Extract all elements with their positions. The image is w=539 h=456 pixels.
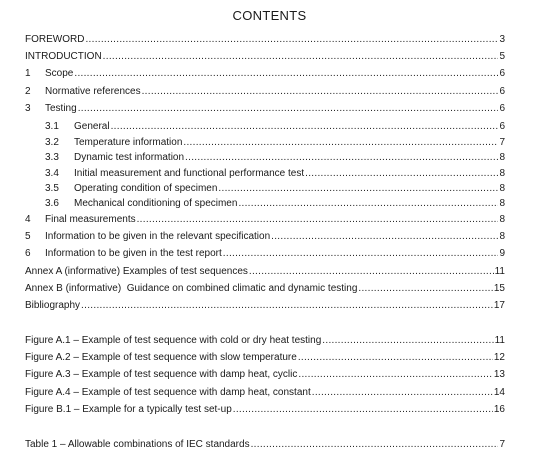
dot-leader xyxy=(322,333,493,348)
toc-entry-label: Scope xyxy=(45,68,74,79)
figure-page-number: 16 xyxy=(493,404,505,415)
toc-entry-label: Mechanical conditioning of specimen xyxy=(74,198,238,209)
dot-leader xyxy=(142,84,499,99)
table-entry-label: Table 1 – Allowable combinations of IEC standards xyxy=(25,439,250,450)
figure-entry-label: Figure A.4 – Example of test sequence with damp heat, constant xyxy=(25,387,311,398)
toc-section-number: 2 xyxy=(25,86,31,97)
dot-leader xyxy=(271,229,498,244)
toc-section-number: 5 xyxy=(25,231,31,242)
dot-leader xyxy=(305,166,498,181)
toc-page-number: 15 xyxy=(493,283,505,294)
figure-page-number: 11 xyxy=(494,335,505,346)
dot-leader xyxy=(223,246,499,261)
toc-entry-label: Bibliography xyxy=(25,300,81,311)
toc-page-number: 6 xyxy=(499,103,505,114)
figure-entry-b1[interactable] xyxy=(25,402,505,417)
toc-entry-label: Operating condition of specimen xyxy=(74,183,218,194)
dot-leader xyxy=(249,264,494,279)
toc-page-number: 6 xyxy=(499,68,505,79)
dot-leader xyxy=(103,49,499,64)
toc-page-number: 8 xyxy=(499,198,505,209)
table-page-number: 7 xyxy=(499,439,505,450)
toc-page-number: 6 xyxy=(499,121,505,132)
dot-leader xyxy=(251,437,499,452)
toc-entry-foreword[interactable] xyxy=(25,32,505,47)
toc-page-number: 7 xyxy=(499,137,505,148)
toc-entry-relevant-specification[interactable] xyxy=(25,229,505,244)
table-entry-1[interactable] xyxy=(25,437,505,452)
toc-entry-general[interactable] xyxy=(45,119,505,134)
toc-page-number: 8 xyxy=(499,183,505,194)
dot-leader xyxy=(233,402,493,417)
dot-leader xyxy=(137,212,499,227)
toc-entry-label: Annex B (informative) Guidance on combined climatic and dynamic testing xyxy=(25,283,358,294)
toc-entry-testing[interactable] xyxy=(25,101,505,116)
dot-leader xyxy=(74,66,498,81)
dot-leader xyxy=(238,196,498,211)
toc-entry-initial-measurement[interactable] xyxy=(45,166,505,181)
toc-entry-annex-b[interactable] xyxy=(25,281,505,296)
dot-leader xyxy=(81,298,493,313)
figure-entry-label: Figure A.2 – Example of test sequence with slow temperature xyxy=(25,352,297,363)
toc-page-number: 9 xyxy=(499,248,505,259)
figure-page-number: 14 xyxy=(493,387,505,398)
toc-entry-bibliography[interactable] xyxy=(25,298,505,313)
toc-entry-annex-a[interactable] xyxy=(25,264,505,279)
figure-entry-label: Figure B.1 – Example for a typically test set-up xyxy=(25,404,232,415)
toc-page-number: 8 xyxy=(499,152,505,163)
toc-section-number: 3.2 xyxy=(45,137,59,148)
toc-entry-introduction[interactable] xyxy=(25,49,505,64)
toc-entry-label: Temperature information xyxy=(74,137,183,148)
toc-page-number: 3 xyxy=(499,34,505,45)
toc-entry-dynamic-test-information[interactable] xyxy=(45,150,505,165)
toc-entry-final-measurements[interactable] xyxy=(25,212,505,227)
dot-leader xyxy=(358,281,492,296)
toc-entry-test-report[interactable] xyxy=(25,246,505,261)
toc-entry-label: Normative references xyxy=(45,86,141,97)
toc-page-number: 8 xyxy=(499,214,505,225)
toc-entry-normative-references[interactable] xyxy=(25,84,505,99)
dot-leader xyxy=(298,367,493,382)
dot-leader xyxy=(185,150,498,165)
page-title: CONTENTS xyxy=(232,8,307,23)
toc-entry-temperature-information[interactable] xyxy=(45,135,505,150)
toc-entry-label: Testing xyxy=(45,103,77,114)
toc-entry-label: Final measurements xyxy=(45,214,136,225)
figure-entry-label: Figure A.1 – Example of test sequence with cold or dry heat testing xyxy=(25,335,322,346)
toc-section-number: 6 xyxy=(25,248,31,259)
toc-section-number: 3.4 xyxy=(45,168,59,179)
toc-page-number: 8 xyxy=(499,168,505,179)
toc-page-number: 5 xyxy=(499,51,505,62)
toc-entry-scope[interactable] xyxy=(25,66,505,81)
dot-leader xyxy=(183,135,498,150)
toc-entry-mechanical-conditioning[interactable] xyxy=(45,196,505,211)
toc-entry-label: Initial measurement and functional performance test xyxy=(74,168,305,179)
toc-section-number: 3 xyxy=(25,103,31,114)
figure-entry-label: Figure A.3 – Example of test sequence with damp heat, cyclic xyxy=(25,369,298,380)
dot-leader xyxy=(111,119,499,134)
figure-entry-a2[interactable] xyxy=(25,350,505,365)
figure-page-number: 12 xyxy=(493,352,505,363)
toc-page-number: 6 xyxy=(499,86,505,97)
toc-section-number: 1 xyxy=(25,68,31,79)
figure-entry-a1[interactable] xyxy=(25,333,505,348)
toc-section-number: 3.3 xyxy=(45,152,59,163)
toc-entry-label: Information to be given in the test report xyxy=(45,248,222,259)
toc-entry-label: INTRODUCTION xyxy=(25,51,102,62)
toc-section-number: 4 xyxy=(25,214,31,225)
dot-leader xyxy=(218,181,498,196)
toc-page-number: 17 xyxy=(493,300,505,311)
toc-entry-operating-condition[interactable] xyxy=(45,181,505,196)
toc-section-number: 3.6 xyxy=(45,198,59,209)
toc-entry-label: Information to be given in the relevant specification xyxy=(45,231,271,242)
toc-page-number: 8 xyxy=(499,231,505,242)
toc-page-number: 11 xyxy=(494,266,505,277)
figure-entry-a4[interactable] xyxy=(25,385,505,400)
toc-entry-label: Dynamic test information xyxy=(74,152,185,163)
dot-leader xyxy=(78,101,499,116)
toc-entry-label: General xyxy=(74,121,110,132)
dot-leader xyxy=(85,32,498,47)
figure-entry-a3[interactable] xyxy=(25,367,505,382)
toc-section-number: 3.1 xyxy=(45,121,59,132)
toc-entry-label: Annex A (informative) Examples of test sequences xyxy=(25,266,248,277)
dot-leader xyxy=(312,385,493,400)
toc-entry-label: FOREWORD xyxy=(25,34,85,45)
toc-section-number: 3.5 xyxy=(45,183,59,194)
figure-page-number: 13 xyxy=(493,369,505,380)
dot-leader xyxy=(298,350,493,365)
